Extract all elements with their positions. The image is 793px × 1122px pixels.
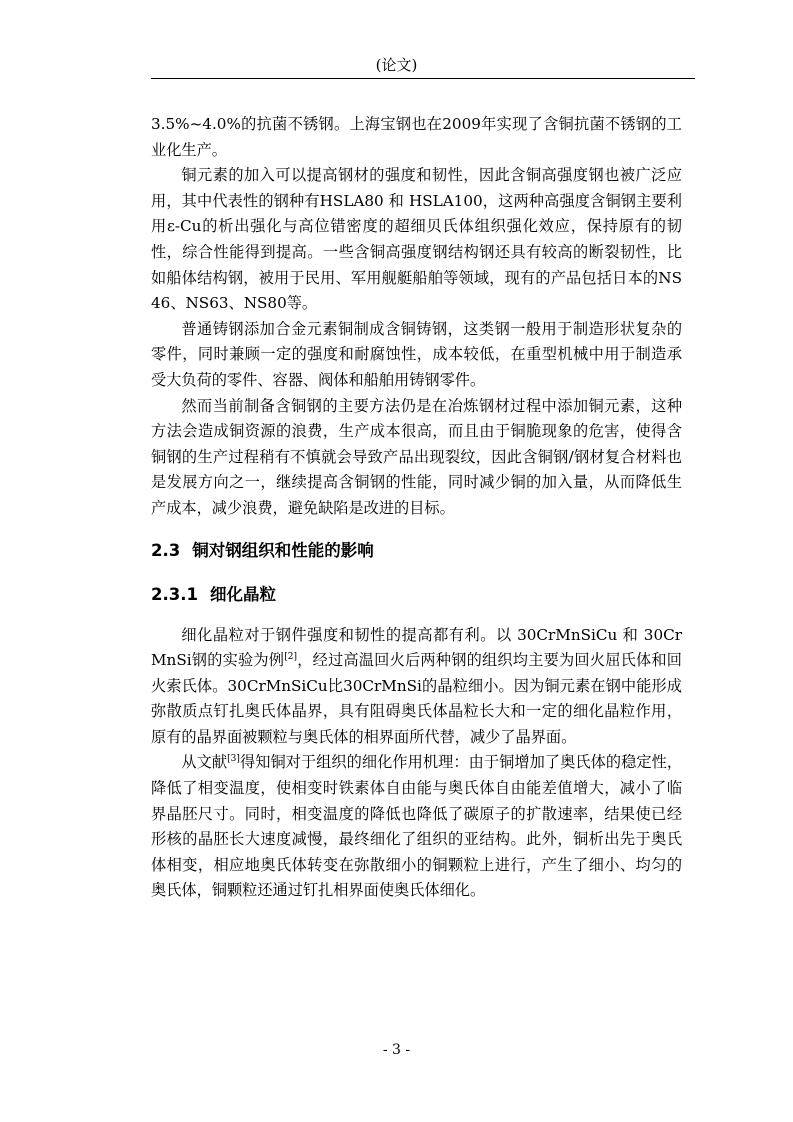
paragraph-1: 3.5%~4.0%的抗菌不锈钢。上海宝钢也在2009年实现了含铜抗菌不锈钢的工业化生产。 bbox=[151, 115, 682, 159]
subsection-title: 细化晶粒 bbox=[209, 584, 276, 604]
paragraph-5 bbox=[151, 623, 682, 751]
section-heading-2-3-1 bbox=[151, 583, 682, 607]
paragraph-5-text-a: 细化晶粒对于钢件强度和韧性的提高都有利。以 30CrMnSiCu 和 30CrMnSi钢的实验为例 bbox=[151, 625, 682, 670]
header-divider bbox=[151, 78, 695, 79]
citation-3[interactable]: [3] bbox=[227, 754, 240, 765]
document-body bbox=[151, 112, 682, 904]
paragraph-6 bbox=[151, 750, 682, 904]
paragraph-4: 然而当前制备含铜钢的主要方法仍是在冶炼钢材过程中添加铜元素，这种方法会造成铜资源的浪费，生产成本很高，而且由于铜脆现象的危害，使得含铜钢的生产过程稍有不慎就会导致产品出现裂纹，因此含铜钢/钢材复合材料也是发展方向之一，继续提高含铜钢的性能，同时减少铜的加入量，从而降低生产成本，减少浪费，避免缺陷是改进的目标。 bbox=[151, 396, 682, 517]
page-header-title: (论文) bbox=[375, 56, 418, 74]
citation-2[interactable]: [2] bbox=[284, 652, 297, 663]
section-heading-2-3 bbox=[151, 539, 682, 563]
page-number: - 3 - bbox=[382, 1042, 411, 1058]
paragraph-2: 铜元素的加入可以提高钢材的强度和韧性，因此含铜高强度钢也被广泛应用，其中代表性的钢种有HSLA80 和 HSLA100，这两种高强度含铜钢主要利用ε-Cu的析出强化与高位错密度的超细贝氏体组织强化效应，保持原有的韧性，综合性能得到提高。一些含铜高强度钢结构钢还具有较高的断裂韧性，比如船体结构钢，被用于民用、军用舰艇船舶等领域，现有的产品包括日本的NS46、NS63、NS80等。 bbox=[151, 166, 682, 313]
paragraph-6-text-b: 得知铜对于组织的细化作用机理：由于铜增加了奥氏体的稳定性，降低了相变温度，使相变时铁素体自由能与奥氏体自由能差值增大，减小了临界晶胚尺寸。同时，相变温度的降低也降低了碳原子的扩散速率，结果使已经形核的晶胚长大速度减慢，最终细化了组织的亚结构。此外，铜析出先于奥氏体相变，相应地奥氏体转变在弥散细小的铜颗粒上进行，产生了细小、均匀的奥氏体，铜颗粒还通过钉扎相界面使奥氏体细化。 bbox=[151, 753, 683, 900]
paragraph-6-text-a: 从文献 bbox=[181, 753, 228, 772]
section-number: 2.3 bbox=[151, 540, 181, 560]
subsection-number: 2.3.1 bbox=[151, 584, 198, 604]
paragraph-3: 普通铸钢添加合金元素铜制成含铜铸钢，这类钢一般用于制造形状复杂的零件，同时兼顾一定的强度和耐腐蚀性，成本较低，在重型机械中用于制造承受大负荷的零件、容器、阀体和船舶用铸钢零件。 bbox=[151, 319, 682, 389]
section-title: 铜对钢组织和性能的影响 bbox=[192, 540, 374, 560]
paragraph-5-text-b: ，经过高温回火后两种钢的组织均主要为回火屈氏体和回火索氏体。30CrMnSiCu比30CrMnSi的晶粒细小。因为铜元素在钢中能形成弥散质点钉扎奥氏体晶界，具有阻碍奥氏体晶粒长大和一定的细化晶粒作用，原有的晶界面被颗粒与奥氏体的相界面所代替，减少了晶界面。 bbox=[151, 651, 682, 746]
